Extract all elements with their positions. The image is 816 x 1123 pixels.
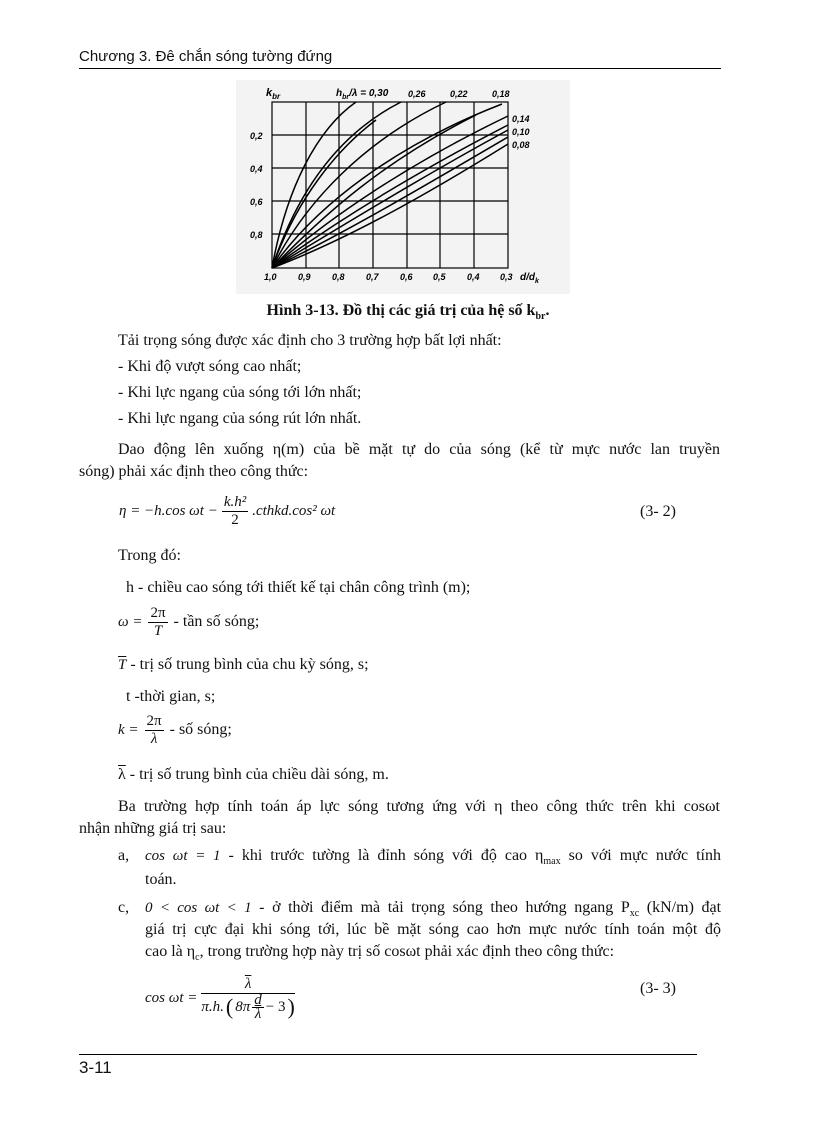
k-def-text: - số sóng; [169, 721, 232, 738]
eq1-fraction [222, 494, 248, 529]
eq1-denominator: 2 [231, 511, 239, 528]
case-a-text1: - khi trước tường là đỉnh sóng với độ cao [228, 847, 528, 864]
top-value-026: 0,26 [408, 89, 426, 99]
y-axis-title: $k_{br}$ [266, 87, 281, 101]
eq2-den-c: − 3 [265, 998, 286, 1015]
eq2-denominator [201, 991, 295, 1022]
omega-denominator: T [153, 622, 163, 639]
x-tick-03: 0,3 [500, 272, 513, 282]
x-tick-06: 0,6 [400, 272, 413, 282]
equation-3-2-label: (3- 2) [640, 503, 676, 520]
case-c-label: c, [118, 899, 130, 916]
eq2-paren-close: ) [287, 994, 295, 1019]
page-number: 3-11 [79, 1058, 112, 1077]
y-tick-04: 0,4 [250, 164, 263, 174]
eq1-numerator: k.h² [223, 493, 247, 510]
case-c-text1b: (kN/m) đạt [646, 899, 722, 916]
def-omega [118, 601, 259, 643]
x-tick-10: 1,0 [264, 272, 277, 282]
right-value-008: 0,08 [512, 140, 530, 150]
equation-3-2 [119, 489, 335, 533]
footer-rule [79, 1054, 697, 1055]
def-T [118, 655, 369, 675]
case-a-line1 [145, 846, 721, 872]
top-value-018: 0,18 [492, 89, 510, 99]
header-rule [79, 68, 721, 69]
top-value-022: 0,22 [450, 89, 468, 99]
y-tick-08: 0,8 [250, 230, 263, 240]
chart-svg [236, 80, 570, 294]
eq2-fraction [201, 976, 294, 1021]
eq2-den-b: 8π [235, 998, 251, 1015]
def-h: h - chiều cao sóng tới thiết kế tại chân công trình (m); [126, 579, 471, 596]
curve-022 [272, 102, 446, 268]
bullet-3: - Khi lực ngang của sóng rút lớn nhất. [118, 410, 362, 427]
omega-numerator: 2π [150, 604, 166, 621]
def-t: t -thời gian, s; [126, 688, 216, 705]
where-label: Trong đó: [118, 547, 181, 564]
def-lambda [118, 765, 389, 785]
x-tick-08: 0,8 [332, 272, 345, 282]
k-denominator: λ [150, 730, 158, 747]
omega-def-text: - tần số sóng; [173, 613, 260, 630]
case-a-eta: $\eta_{max}$ [535, 847, 561, 868]
x-tick-09: 0,9 [298, 272, 311, 282]
case-c-text3b: , trong trường hợp này trị số cosωt phải xác định theo công thức: [199, 943, 615, 960]
curve-014 [272, 116, 508, 268]
T-symbol: $\overline{T}$ [118, 657, 127, 673]
paragraph-oscillation-line1: Dao động lên xuống η(m) của bề mặt tự do của sóng (kể từ mực nước lan truyền [118, 441, 720, 458]
x-axis-title: $d/d_k$ [520, 272, 539, 285]
eq1-lhs: η = −h.cos ωt − [119, 502, 218, 519]
case-c-text1: - ở thời điểm mà tải trọng sóng theo hướng ngang P [259, 899, 630, 916]
paragraph-cases-line1: Ba trường hợp tính toán áp lực sóng tương ứng với η theo công thức trên khi cosωt [118, 798, 720, 815]
chart-curves [272, 102, 508, 268]
k-lhs: k = [118, 721, 139, 738]
y-tick-06: 0,6 [250, 197, 263, 207]
case-c-line2: giá trị cực đại khi sóng tới, lúc bề mặt sóng cao hơn mực nước tính toán một độ [145, 921, 721, 938]
case-c-text3a: cao là [145, 943, 183, 960]
right-value-010: 0,10 [512, 127, 530, 137]
k-fraction [145, 713, 164, 748]
figure-kbr-chart [236, 80, 570, 294]
T-def-text: - trị số trung bình của chu kỳ sóng, s; [130, 656, 369, 673]
curve-010 [272, 130, 508, 268]
eq2-inner-denominator: λ [254, 1005, 262, 1022]
case-c-eta: $\eta_c$ [186, 943, 200, 964]
x-tick-07: 0,7 [366, 272, 379, 282]
lambda-symbol: $\overline{\lambda}$ [118, 766, 126, 783]
case-a-text2: so với mực nước tính [568, 847, 722, 864]
right-value-014: 0,14 [512, 114, 530, 124]
equation-3-3-label: (3- 3) [640, 980, 676, 997]
eq2-lhs: cos ωt = [145, 989, 198, 1006]
case-a-label: a, [118, 847, 130, 864]
bullet-1: - Khi độ vượt sóng cao nhất; [118, 358, 302, 375]
eq2-numerator: $\overline{\lambda}$ [201, 976, 294, 994]
paragraph-intro: Tải trọng sóng được xác định cho 3 trường hợp bất lợi nhất: [118, 332, 502, 349]
x-tick-05: 0,5 [433, 272, 446, 282]
eq2-inner-fraction [252, 991, 264, 1022]
curve-inner-4 [272, 137, 508, 268]
eq2-den-a: π.h. [201, 998, 224, 1015]
omega-lhs: ω = [118, 613, 143, 630]
case-a-equation: cos ωt = 1 [145, 848, 221, 864]
chapter-header: Chương 3. Đê chắn sóng tường đứng [79, 48, 333, 65]
equation-3-3 [145, 965, 295, 1031]
case-c-P-sub: xc [629, 908, 640, 920]
eq2-inner-numerator: d [254, 991, 262, 1008]
y-tick-02: 0,2 [250, 131, 263, 141]
paragraph-cases-line2: nhận những giá trị sau: [79, 820, 227, 837]
eq1-rhs: .cthkd.cos² ωt [252, 502, 336, 519]
k-numerator: 2π [146, 712, 162, 729]
top-label: $h_{br}/\lambda = 0,30$ [336, 88, 389, 101]
paragraph-oscillation-line2: sóng) phải xác định theo công thức: [79, 463, 309, 480]
def-k [118, 709, 232, 751]
case-c-equation: 0 < cos ωt < 1 [145, 900, 252, 916]
x-tick-04: 0,4 [467, 272, 480, 282]
bullet-2: - Khi lực ngang của sóng tới lớn nhất; [118, 384, 362, 401]
case-a-line2: toán. [145, 871, 177, 888]
lambda-def-text: - trị số trung bình của chiều dài sóng, m. [129, 766, 389, 783]
omega-fraction [148, 605, 167, 640]
eq2-paren-open: ( [225, 994, 234, 1019]
figure-caption: Hình 3-13. Đồ thị các giá trị của hệ số $k_{br}$. [266, 302, 550, 323]
